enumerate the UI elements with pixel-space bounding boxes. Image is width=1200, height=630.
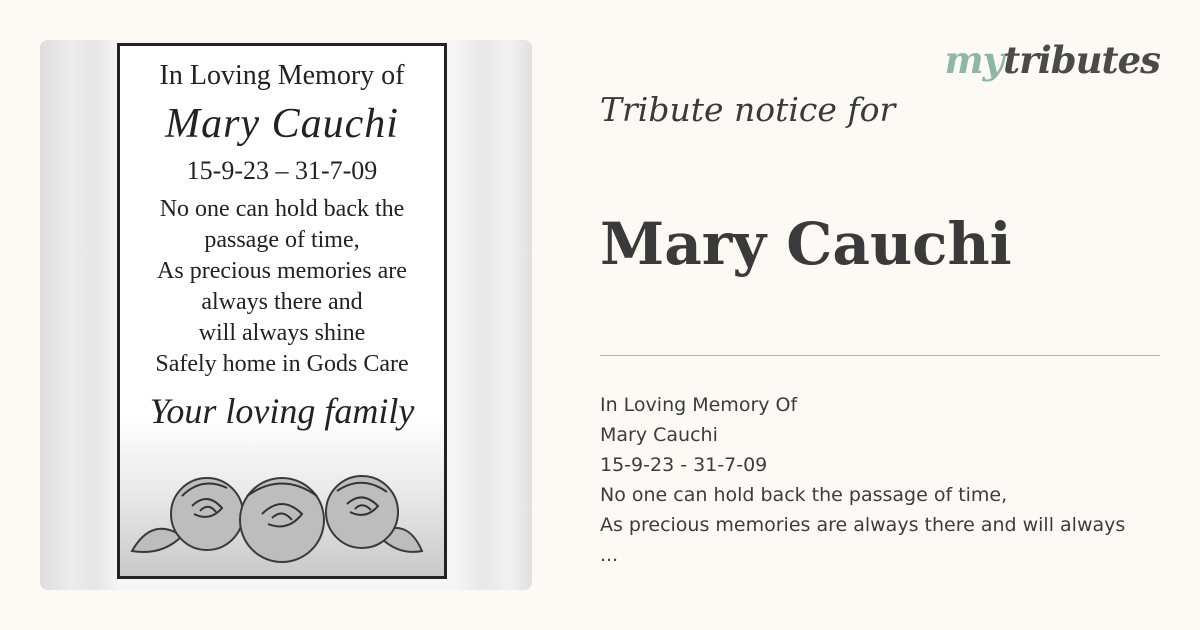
excerpt-line: Mary Cauchi [600,424,718,446]
excerpt-ellipsis: ... [600,544,619,566]
tribute-notice-image [40,40,532,590]
verse-line: Safely home in Gods Care [155,351,409,377]
notice-name: Mary Cauchi [165,101,399,147]
notice-frame [117,43,447,579]
verse-line: passage of time, [204,227,360,253]
notice-signoff: Your loving family [149,391,415,431]
excerpt-line: 15-9-23 - 31-7-09 [600,454,768,476]
verse-line: will always shine [198,320,366,346]
notice-excerpt [600,390,1160,570]
image-background-left [40,40,118,590]
verse-line: As precious memories are [157,258,407,284]
page-subtitle: Tribute notice for [600,90,896,129]
page-title: Mary Cauchi [600,210,1012,278]
notice-verse [120,194,444,380]
roses-illustration-icon [122,456,442,574]
verse-line: No one can hold back the [159,196,405,222]
logo-my: my [944,38,1004,82]
divider [600,355,1160,356]
excerpt-line: No one can hold back the passage of time, [600,484,1008,506]
image-background-right [454,40,532,590]
excerpt-line: In Loving Memory Of [600,394,798,416]
verse-line: always there and [201,289,363,315]
logo-tributes: tributes [1003,38,1160,82]
excerpt-line: As precious memories are always there and will always [600,514,1126,536]
notice-heading: In Loving Memory of [159,60,405,91]
notice-dates: 15-9-23 – 31-7-09 [186,156,378,185]
mytributes-logo[interactable] [944,38,1160,82]
